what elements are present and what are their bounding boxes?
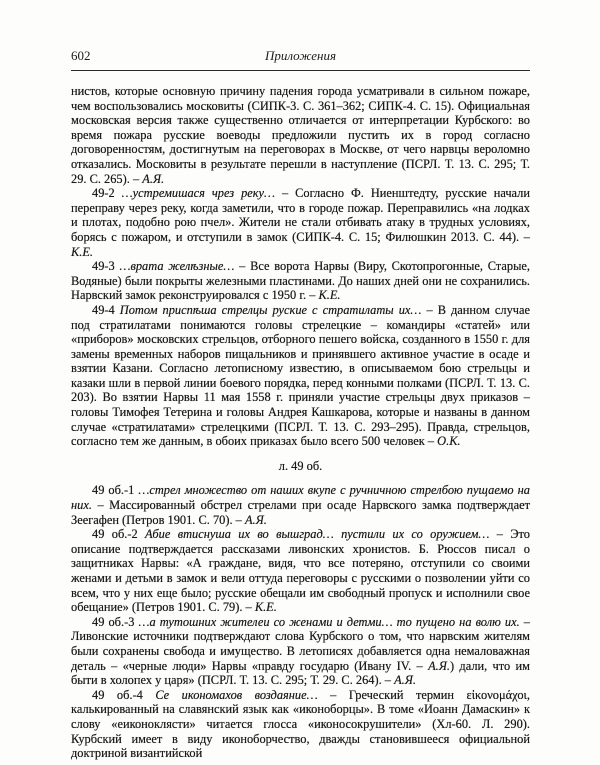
text-segment: 49-4 <box>92 302 120 317</box>
text-segment-italic: …стрел множество от наших вкупе с ручничною стрелбою пущаемо на них. <box>71 483 530 513</box>
text-segment: – В данном случае под стратилатами понимаются головы стрелецкие – командиры «статей» или «приборов» московских стрельцов, отборного пешего войска, созданного в 1550 г. для замены временных наборов пищальников и принявшего активное участие в осаде и взятии Казани. Согласно летописному известию, в описываемом бою стрельцы и казаки шли в первой линии боевого порядка, перед конными полками (ПСРЛ. Т. 13. С. 203). Во взятии Нарвы 11 мая 1558 г. приняли участие стрельцы двух приказов – головы Тимофея Тетерина и головы Андрея Кашкарова, которые и названы в данном случае «стратилатами» стрелецкими (ПСРЛ. Т. 13. С. 293–295). Правда, стрельцов, согласно тем же данным, в обоих приказах было всего 500 человек – <box>71 302 531 449</box>
text-segment-italic: К.Е. <box>71 244 93 259</box>
note-continuation <box>71 84 530 186</box>
text-segment-italic: Потом приспѣша стрелцы руские с стратилаты их… <box>119 302 422 317</box>
text-segment: 49 об.-4 <box>92 687 156 702</box>
text-segment: 49-3 <box>92 259 120 274</box>
text-segment-italic: А.Я. <box>394 673 417 688</box>
text-segment-italic: А.Я. <box>142 171 165 186</box>
text-segment-italic: …устремишася чрез реку… <box>121 186 276 201</box>
text-segment-italic: К.Е. <box>318 288 341 303</box>
text-segment: 49 об.-3 <box>92 614 139 629</box>
text-segment-italic: …врата желѣзные… <box>119 259 235 274</box>
note-49ob-4 <box>71 688 530 761</box>
text-segment: – Это описание подтверждается рассказами ливонских хронистов. Б. Рюссов писал о защитниках Нарвы: «А граждане, видя, что все потеряно, отступили со своими женами и детьми в замок и вели оттуда переговоры с русскими о позволении уйти со всем, что у них еще было; русские обещали им свободный пропуск и исполнили свое обещание» (Петров 1901. С. 79). – <box>71 527 530 615</box>
text-segment-italic: А.Я. <box>428 658 450 673</box>
text-segment: 49-2 <box>92 186 122 201</box>
text-segment: – Согласно Ф. Ниенштедту, русские начали переправу через реку, когда заметили, что в городе пожар. Переправились «на лодках и плотах, подобно рою пчел». Жители не стали отбивать атаку в трудных условиях, борясь с пожаром, и отступили в замок (СИПК-4. С. 15; Филюшкин 2013. С. 44). – <box>71 186 530 244</box>
running-head <box>71 46 530 71</box>
note-49ob-2 <box>71 527 530 615</box>
text-segment: – Массированный обстрел стрелами при осаде Нарвского замка подтверждает Зеегафен (Петров 1901. С. 70). – <box>71 498 530 527</box>
text-segment: ) дали, что им быти в холопех у царя» (ПСРЛ. Т. 13. С. 295; Т. 29. С. 264). – <box>71 658 530 688</box>
text-segment-italic: А.Я. <box>244 512 267 527</box>
text-segment: – Все ворота Нарвы (Виру, Скотопрогонные, Старые, Водяные) были покрыты железными пластинами. До наших дней они не сохранились. Нарвский замок реконструировался с 1950 г. – <box>71 259 530 303</box>
text-segment: нистов, которые основную причину падения города усматривали в сильном пожаре, чем воспользовались московиты (СИПК-3. С. 361–362; СИПК-4. С. 15). Официальная московская версия также существенно отличается от интерпретации Курбского: во время пожара русские воеводы предложили пустить их в город согласно договоренностям, достигнутым на переговорах в Москве, от чего нарвцы вероломно отказались. Московиты в результате перешли в наступление (ПСРЛ. Т. 13. С. 295; Т. 29. С. 265). – <box>71 84 530 186</box>
text-segment-italic: Се икономахов воздаяние… <box>155 687 318 702</box>
note-49-2 <box>71 186 530 259</box>
note-49ob-1 <box>71 483 530 527</box>
page-number: 602 <box>71 48 91 63</box>
text-segment-italic: Абие втиснуша их во вышград… пустили их со оружием… <box>145 527 490 542</box>
running-title: Приложения <box>264 48 337 63</box>
note-49-3 <box>71 259 530 303</box>
text-segment-italic: К.Е. <box>254 600 277 615</box>
page-body <box>71 84 530 761</box>
text-segment-italic: …а тутошних жителеи со женами и детми… то пущено на волю их. <box>138 614 520 629</box>
text-segment-italic: О.К. <box>437 434 461 449</box>
note-49-4 <box>71 303 530 449</box>
text-segment: 49 об.-1 <box>92 483 139 498</box>
text-segment: – Ливонские источники подтверждают слова Курбского о том, что нарвским жителям были сохранены свобода и имущество. В летописях добавляется одна немаловажная деталь – «черные люди» Нарвы «правду государю (Ивану IV. – <box>71 614 530 673</box>
text-segment: 49 об.-2 <box>92 527 146 542</box>
folio-heading: л. 49 об. <box>278 458 323 473</box>
note-49ob-3 <box>71 615 530 688</box>
text-segment: – Греческий термин εἰκονομάχοι, калькированный на славянский язык как «иконоборцы». В томе «Иоанн Дамаскин» к слову «еиконоклясти» читается глосса «иконосокрушители» (Хл-60. Л. 290). Курбский имеет в виду иконоборчество, дважды становившееся официальной доктриной византийской <box>71 687 530 761</box>
